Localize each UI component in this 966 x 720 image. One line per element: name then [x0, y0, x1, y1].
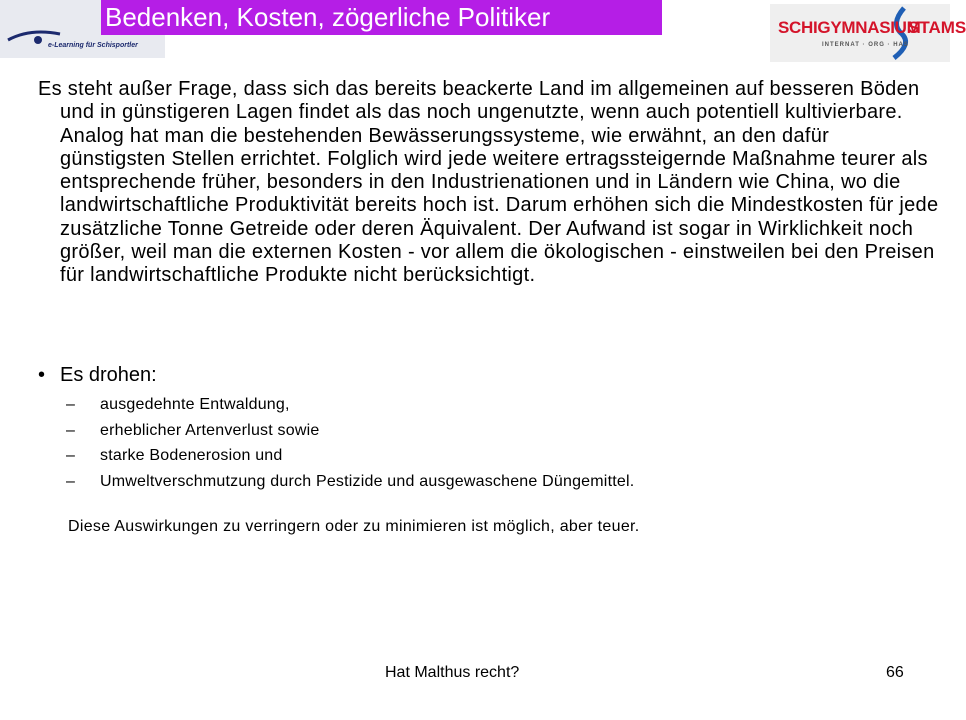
dash-marker: – — [66, 447, 76, 464]
conclusion-text: Diese Auswirkungen zu verringern oder zu minimieren ist möglich, aber teuer. — [68, 518, 640, 535]
sub-list — [66, 392, 634, 494]
bullet-item — [38, 364, 157, 387]
school-name-left: SCHIGYMNASIUM — [778, 18, 921, 37]
sub-item-text: erheblicher Artenverlust sowie — [100, 421, 320, 439]
sub-list-item — [66, 418, 634, 444]
main-paragraph: Es steht außer Frage, dass sich das bereits beackerte Land im allgemeinen auf besseren Böden und in günstigeren Lagen findet als das noch ungenutzte, wenn auch potentiell kultivierbare. Analog hat man die bestehenden Bewässerungssysteme, wie erwähnt, an den dafür günstigsten Stellen errichtet. Folglich wird jede weitere ertragssteigernde Maßnahme teurer als entsprechende früher, besonders in den Industrienationen und in Ländern wie China, wo die landwirtschaftliche Produktivität bereits hoch ist. Darum erhöhen sich die Mindestkosten für jede zusätzliche Tonne Getreide oder deren Äquivalent. Der Aufwand ist sogar in Wirklichkeit noch größer, weil man die externen Kosten - vor allem die ökologischen - einstweilen bei den Preisen für landwirtschaftliche Produkte nicht berücksichtigt. — [38, 78, 939, 287]
slide-title: Bedenken, Kosten, zögerliche Politiker — [101, 0, 662, 35]
dash-marker: – — [66, 472, 76, 490]
sub-item-text: ausgedehnte Entwaldung, — [100, 396, 290, 413]
dash-marker: – — [66, 421, 76, 439]
school-subline: INTERNAT · ORG · HAS — [822, 42, 909, 48]
school-logo — [770, 4, 966, 62]
sub-list-item — [66, 469, 634, 495]
sub-item-text: Umweltverschmutzung durch Pestizide und ausgewaschene Düngemittel. — [100, 472, 635, 490]
sub-item-text: starke Bodenerosion und — [100, 447, 283, 464]
elearning-logo-text: e-Learning für Schisportler — [48, 42, 138, 49]
footer-title: Hat Malthus recht? — [385, 664, 520, 681]
page-number: 66 — [886, 664, 904, 681]
bullet-text: Es drohen: — [60, 364, 157, 386]
bullet-marker: • — [38, 364, 46, 386]
sub-list-item — [66, 443, 634, 469]
school-name-right: STAMS — [908, 18, 966, 37]
sub-list-item — [66, 392, 634, 418]
dash-marker: – — [66, 396, 76, 413]
